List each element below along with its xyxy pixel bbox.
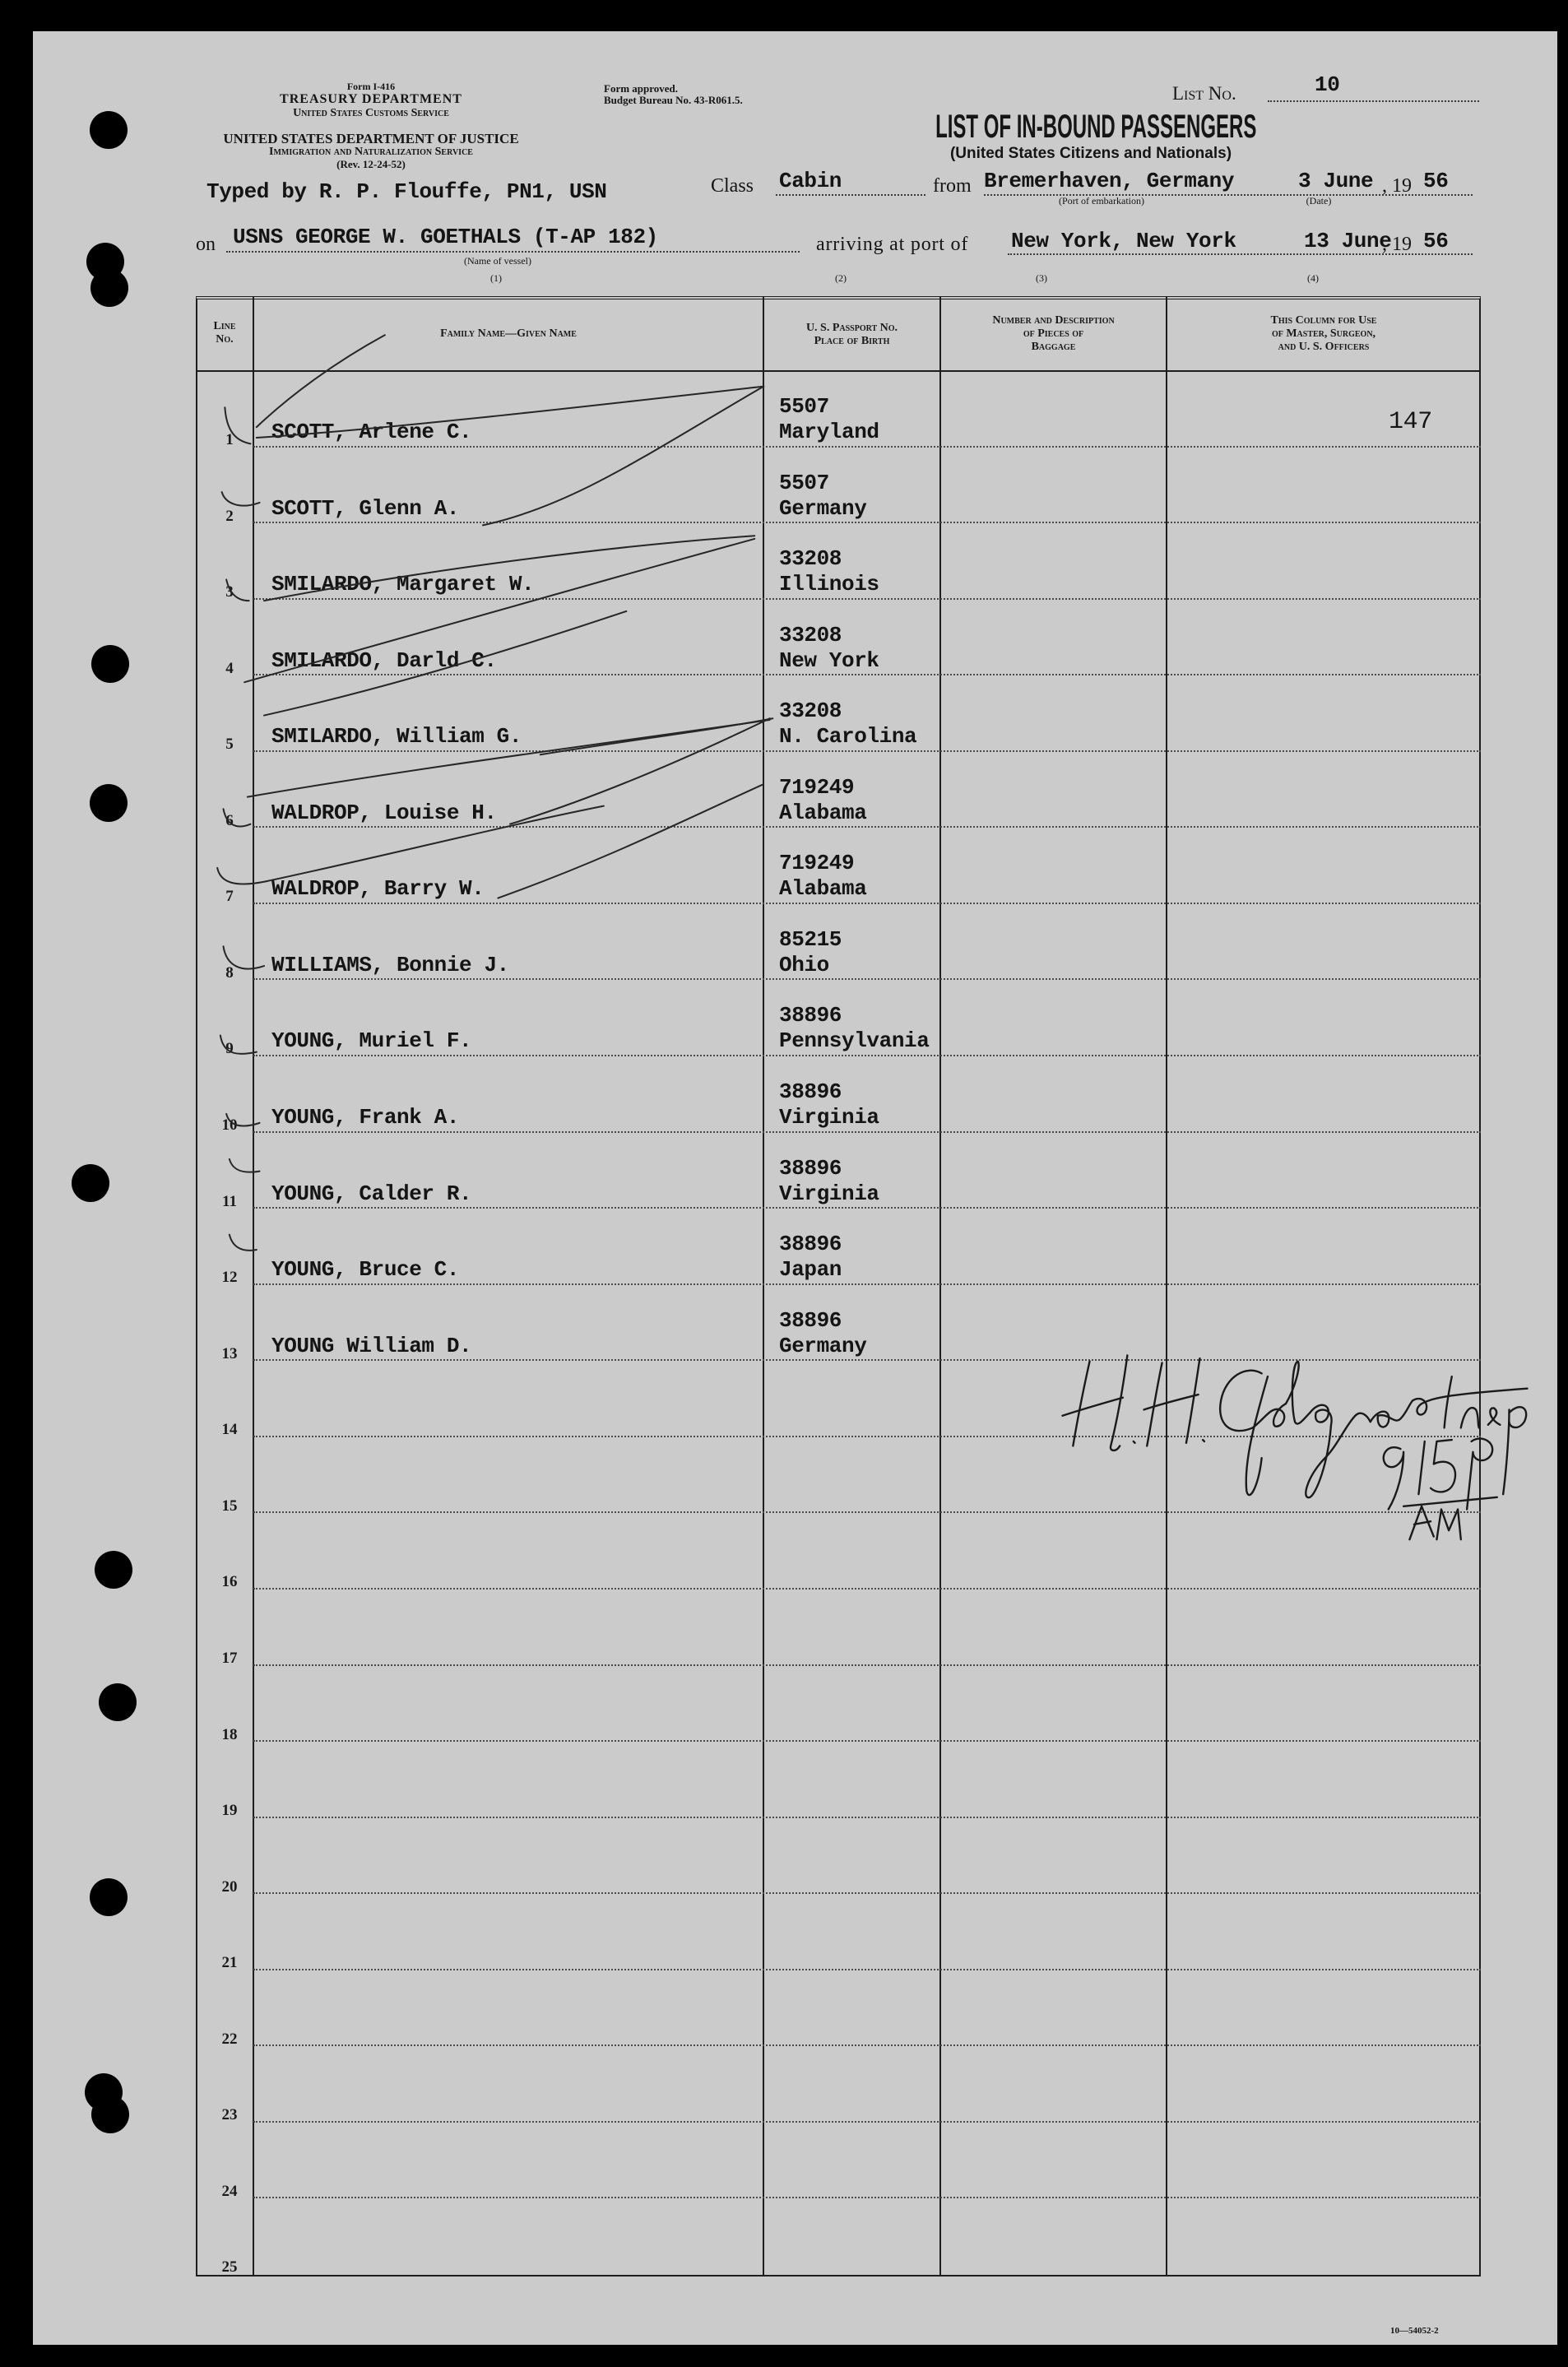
table-row — [196, 752, 1481, 828]
line-number: 7 — [225, 888, 234, 906]
line-number: 15 — [221, 1497, 238, 1515]
form-subtitle: (United States Citizens and Nationals) — [949, 145, 1232, 162]
line-number: 16 — [221, 1573, 238, 1591]
customs-service: United States Customs Service — [293, 107, 449, 119]
line-number: 17 — [221, 1649, 238, 1667]
passport-number: 33208 — [779, 698, 842, 724]
passport-number: 719249 — [779, 851, 855, 876]
passenger-name: YOUNG William D. — [271, 1333, 472, 1358]
arrival-line — [1008, 253, 1473, 255]
table-row — [196, 1970, 1481, 2047]
arrival-port: New York, New York — [1011, 229, 1236, 253]
table-row — [196, 1133, 1481, 1209]
header-line-no-text: No. — [216, 333, 234, 346]
passenger-name: SMILARDO, Darld C. — [271, 647, 497, 673]
passenger-name: SCOTT, Glenn A. — [271, 495, 460, 521]
table-row — [196, 2123, 1481, 2199]
date-caption: (Date) — [1306, 195, 1332, 207]
arrival-date: 13 June — [1304, 229, 1392, 253]
place-of-birth: Virginia — [779, 1181, 879, 1206]
place-of-birth: Alabama — [779, 876, 867, 902]
header-birthplace-text: Place of Birth — [814, 335, 890, 347]
passenger-name: YOUNG, Muriel F. — [271, 1028, 472, 1054]
line-number: 25 — [221, 2258, 238, 2276]
table-row — [196, 1894, 1481, 1970]
passport-number: 38896 — [779, 1003, 842, 1028]
naturalization-service: Immigration and Naturalization Service — [269, 146, 473, 158]
place-of-birth: Germany — [779, 495, 867, 521]
passenger-name: WALDROP, Barry W. — [271, 876, 485, 902]
class-value: Cabin — [779, 169, 842, 193]
from-label: from — [933, 175, 972, 197]
column-marker: (2) — [835, 272, 847, 284]
table-row — [196, 1056, 1481, 1133]
place-of-birth: Virginia — [779, 1105, 879, 1130]
embarkation-date: 3 June — [1298, 169, 1374, 193]
embarkation-year-prefix: , 19 — [1382, 175, 1412, 197]
punch-hole — [72, 1164, 109, 1202]
class-line — [776, 194, 925, 196]
line-number: 10 — [221, 1116, 238, 1135]
table-row — [196, 371, 1481, 448]
line-number: 24 — [221, 2182, 238, 2200]
place-of-birth: Japan — [779, 1257, 842, 1283]
header-family-name — [255, 327, 762, 341]
table-row — [196, 2198, 1481, 2275]
passenger-name: YOUNG, Frank A. — [271, 1105, 460, 1130]
place-of-birth: Illinois — [779, 572, 879, 597]
table-row — [196, 448, 1481, 524]
header-officers-text: This Column for Use — [1270, 314, 1377, 327]
table-row — [196, 1818, 1481, 1895]
treasury-department: TREASURY DEPARTMENT — [280, 92, 462, 106]
line-number: 13 — [221, 1344, 238, 1362]
budget-bureau-number: Budget Bureau No. 43-R061.5. — [604, 94, 743, 106]
column-marker: (1) — [490, 272, 502, 284]
line-number: 18 — [221, 1725, 238, 1743]
list-number-line — [1268, 100, 1479, 102]
punch-hole — [90, 269, 128, 307]
table-row — [196, 675, 1481, 752]
header-family-name-text: Family Name—Given Name — [440, 327, 577, 340]
header-line-no — [197, 320, 252, 346]
arriving-label: arriving at port of — [816, 234, 969, 255]
punch-hole — [91, 645, 129, 683]
passport-number: 38896 — [779, 1079, 842, 1105]
line-number: 4 — [225, 659, 234, 677]
arrival-year-prefix: , 19 — [1382, 234, 1412, 255]
header-officers-text: of Master, Surgeon, — [1271, 327, 1376, 340]
place-of-birth: N. Carolina — [779, 724, 917, 750]
table-row — [196, 1742, 1481, 1818]
line-number: 20 — [221, 1877, 238, 1896]
typed-by: Typed by R. P. Flouffe, PN1, USN — [206, 179, 607, 204]
table-row — [196, 1666, 1481, 1743]
passenger-name: SMILARDO, William G. — [271, 724, 522, 750]
table-row — [196, 2046, 1481, 2123]
table-row — [196, 980, 1481, 1056]
line-number: 1 — [225, 431, 234, 448]
line-number: 12 — [221, 1269, 238, 1287]
line-number: 8 — [225, 963, 234, 982]
line-number: 23 — [221, 2106, 238, 2124]
line-number: 5 — [225, 736, 234, 754]
line-number: 14 — [221, 1421, 238, 1439]
line-number: 11 — [222, 1192, 237, 1210]
passport-number: 38896 — [779, 1307, 842, 1333]
embarkation-year: 56 — [1423, 169, 1449, 193]
place-of-birth: New York — [779, 647, 879, 673]
passport-number: 5507 — [779, 394, 829, 419]
line-number: 6 — [225, 811, 234, 829]
passport-number: 5507 — [779, 470, 829, 495]
passenger-name: SCOTT, Arlene C. — [271, 420, 472, 444]
place-of-birth: Pennsylvania — [779, 1028, 930, 1054]
officer-note: 147 — [1389, 408, 1432, 436]
list-number-value: 10 — [1315, 72, 1340, 97]
port-caption: (Port of embarkation) — [1059, 195, 1144, 207]
arrival-year: 56 — [1423, 229, 1449, 253]
passenger-name: WALDROP, Louise H. — [271, 800, 497, 825]
header-baggage — [942, 314, 1165, 354]
header-passport — [765, 322, 939, 348]
passport-number: 85215 — [779, 926, 842, 952]
header-baggage-text: Number and Description — [992, 314, 1115, 327]
passport-number: 38896 — [779, 1232, 842, 1257]
justice-department: UNITED STATES DEPARTMENT OF JUSTICE — [223, 131, 519, 146]
class-label: Class — [711, 175, 754, 197]
passenger-name: WILLIAMS, Bonnie J. — [271, 952, 509, 977]
line-number: 22 — [221, 2030, 238, 2048]
table-row — [196, 523, 1481, 600]
place-of-birth: Alabama — [779, 800, 867, 825]
form-print-code: 10—54052-2 — [1390, 2326, 1439, 2336]
header-officers-text: and U. S. Officers — [1278, 341, 1370, 353]
column-marker: (4) — [1307, 272, 1319, 284]
table-row — [196, 1590, 1481, 1666]
punch-hole — [90, 111, 128, 149]
header-passport-text: U. S. Passport No. — [805, 322, 898, 334]
table-row — [196, 1437, 1481, 1514]
line-number: 19 — [221, 1802, 238, 1820]
passport-number: 38896 — [779, 1155, 842, 1181]
place-of-birth: Ohio — [779, 952, 829, 977]
place-of-birth: Maryland — [779, 420, 879, 444]
punch-hole — [91, 2095, 129, 2133]
on-label: on — [196, 234, 216, 255]
table-row — [196, 1513, 1481, 1590]
header-baggage-text: Baggage — [1031, 341, 1076, 353]
table-row — [196, 1209, 1481, 1285]
table-row — [196, 1285, 1481, 1362]
table-row — [196, 828, 1481, 904]
header-officers — [1168, 314, 1479, 354]
header-line-no-text: Line — [213, 320, 236, 332]
line-number: 3 — [225, 583, 234, 601]
place-of-birth: Germany — [779, 1333, 867, 1358]
vessel-name: USNS GEORGE W. GOETHALS (T-AP 182) — [233, 225, 658, 249]
form-title — [726, 107, 1466, 146]
vessel-caption: (Name of vessel) — [464, 255, 531, 267]
passport-number: 33208 — [779, 622, 842, 647]
vessel-line — [226, 251, 800, 253]
revision-date: (Rev. 12-24-52) — [336, 158, 406, 170]
passport-number: 719249 — [779, 774, 855, 800]
passenger-name: YOUNG, Bruce C. — [271, 1257, 460, 1283]
port-of-embarkation: Bremerhaven, Germany — [984, 169, 1235, 193]
table-row — [196, 1361, 1481, 1437]
punch-hole — [90, 1878, 128, 1916]
line-number: 2 — [225, 507, 234, 525]
line-number: 9 — [225, 1040, 234, 1058]
passport-number: 33208 — [779, 546, 842, 572]
column-marker: (3) — [1036, 272, 1047, 284]
list-number-label: List No. — [1172, 83, 1236, 104]
form-number: Form I-416 — [346, 81, 396, 92]
header-baggage-text: of Pieces of — [1023, 327, 1084, 340]
table-row — [196, 600, 1481, 676]
punch-hole — [99, 1683, 137, 1721]
passenger-name: YOUNG, Calder R. — [271, 1181, 472, 1206]
passenger-name: SMILARDO, Margaret W. — [271, 572, 535, 597]
punch-hole — [90, 784, 128, 822]
punch-hole — [95, 1551, 132, 1589]
form-approved: Form approved. — [604, 82, 679, 95]
line-number: 21 — [221, 1954, 238, 1972]
form-title-text: LIST OF IN-BOUND PASSENGERS — [935, 109, 1257, 145]
table-row — [196, 904, 1481, 981]
